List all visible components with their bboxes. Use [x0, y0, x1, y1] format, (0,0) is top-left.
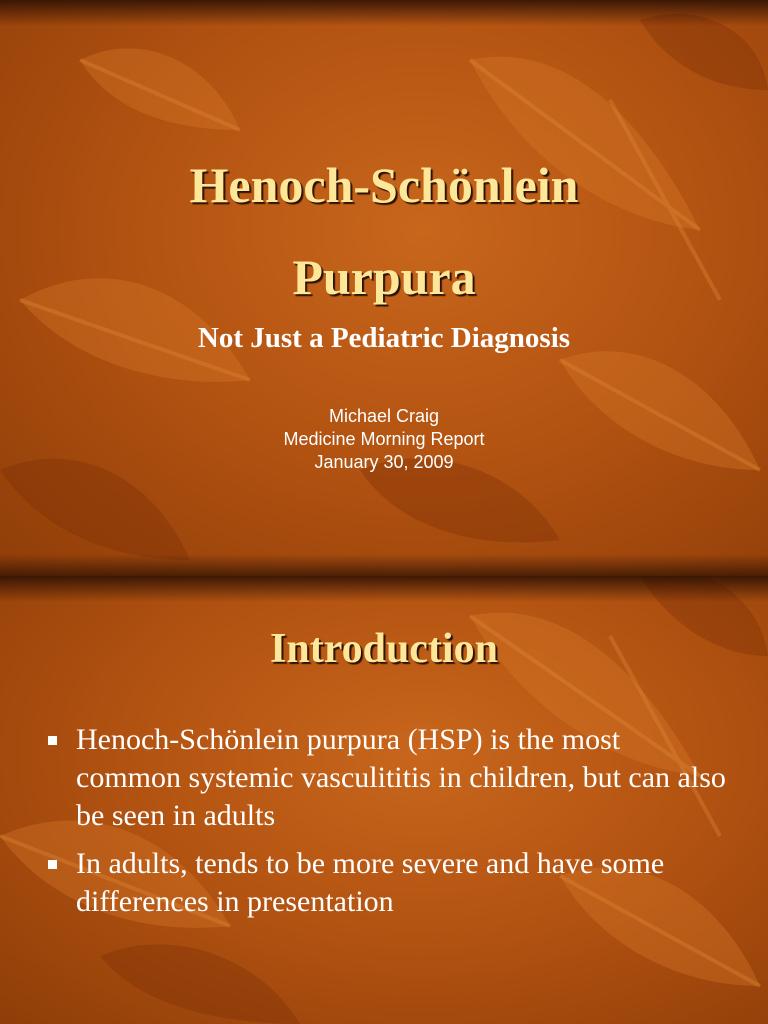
presenter-name: Michael Craig	[328, 406, 440, 426]
slide-top-shadow	[0, 0, 768, 26]
slide-top-shadow	[0, 576, 768, 602]
event-name: Medicine Morning Report	[283, 429, 485, 449]
presenter-info	[0, 405, 768, 474]
title-line-2: Purpura	[292, 249, 476, 305]
list-item	[46, 721, 726, 835]
square-bullet-icon	[48, 736, 57, 745]
title-line-1: Henoch-Schönlein	[189, 157, 579, 213]
square-bullet-icon	[48, 860, 57, 869]
bullet-list	[46, 721, 726, 931]
subtitle: Not Just a Pediatric Diagnosis	[197, 322, 571, 354]
introduction-slide	[0, 576, 768, 1024]
list-item	[46, 845, 726, 921]
bullet-text: In adults, tends to be more severe and have some differences in presentation	[76, 847, 665, 918]
presentation-date: January 30, 2009	[314, 452, 454, 472]
page-title	[0, 157, 768, 344]
bullet-text: Henoch-Schönlein purpura (HSP) is the most common systemic vasculititis in children, but can also be seen in adults	[76, 723, 726, 832]
slide-title: Introduction	[270, 626, 498, 672]
slide-bottom-shadow	[0, 554, 768, 576]
